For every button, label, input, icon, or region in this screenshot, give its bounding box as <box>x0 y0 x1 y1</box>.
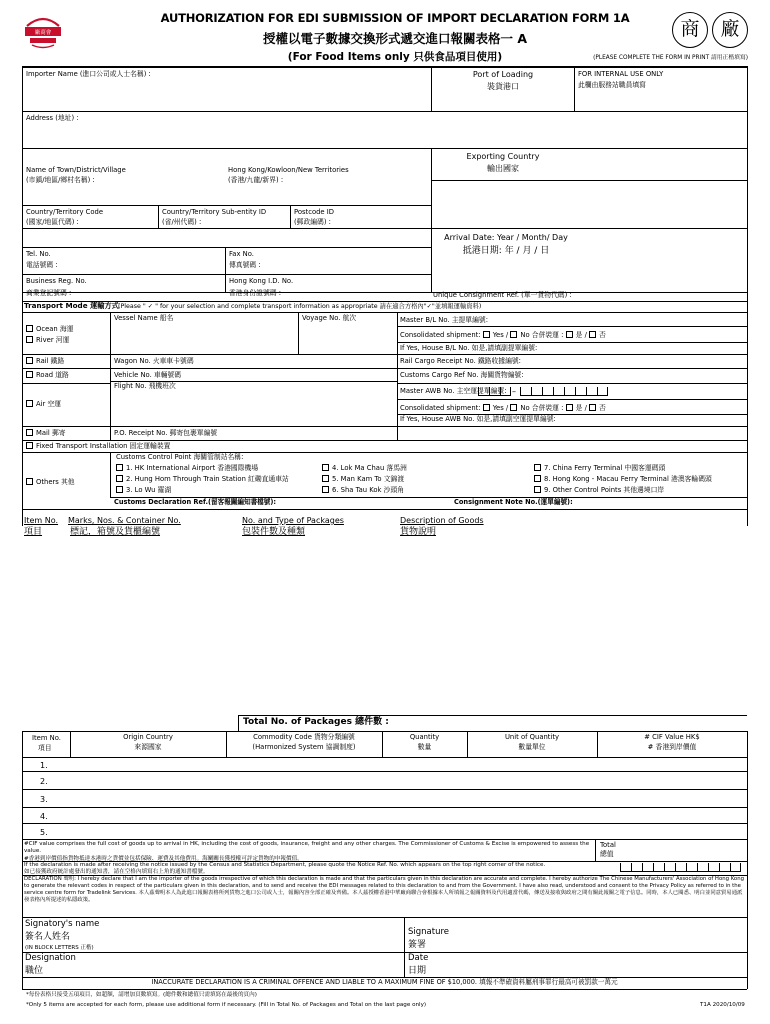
signature-label-zh: 簽署 <box>408 940 427 950</box>
cp9-checkbox[interactable]: 9. Other Control Points 其他邊境口岸 <box>534 486 664 495</box>
th-unit-zh: 數量單位 <box>518 743 546 751</box>
stamp-chang: 廠 <box>712 12 748 48</box>
goods-item-label-zh: 項目 <box>24 527 43 537</box>
th-origin-zh: 來源國家 <box>134 743 162 751</box>
table-row: 5. <box>40 828 48 837</box>
mail-checkbox[interactable]: Mail 郵寄 <box>26 429 66 438</box>
master-awb-label: Master AWB No. 主空運提單編號: <box>400 387 507 395</box>
cp7-checkbox[interactable]: 7. China Ferry Terminal 中國客運碼頭 <box>534 464 665 473</box>
designation-label-zh: 職位 <box>25 966 44 976</box>
wagon-label: Wagon No. 火車車卡號碼 <box>114 357 194 365</box>
voyage-no-label: Voyage No. 航次 <box>302 314 357 322</box>
tel-label: Tel. No. <box>26 250 51 258</box>
cp8-checkbox[interactable]: 8. Hong Kong - Macau Ferry Terminal 港澳客輪碼頭 <box>534 475 712 484</box>
declaration-text: DECLARATION 聲明: I hereby declare that I am the importer of the goods irrespective of which this declaration is made and that the particulars given in this declaration are accurate and complete. I hereby authorize The Chinese Manufacturers' Association of Hong Kong to generate the relevant codes in respect of the particulars given in this declaration, and to send and receive the EDI messages related to this declaration to and from the Government. I have also read, understood and consent to the Privacy Policy as referred to in the service centre form for Tradelink Services. 本人茲聲明本人為此進口報關表格所列貨物之進口公司或人士，報關內容全部正確及齊備。本人茲授權香港中華廠商聯合會根據本人所填報之報關資料及代用適當代碼，傳送及接收與政府之間有關此報關之電子信息。同時，本人已閱悉、明白並同意貿易通派發表格內所提述的私隱政策。 <box>24 876 744 904</box>
country-code-label: Country/Territory Code <box>26 208 104 216</box>
fixed-transport-checkbox[interactable]: Fixed Transport Installation 固定運輸裝置 <box>26 442 170 451</box>
top-rule <box>22 66 747 68</box>
cp1-checkbox[interactable]: 1. HK International Airport 香港國際機場 <box>116 464 258 473</box>
consol-ocean-yes-checkbox[interactable] <box>483 331 490 338</box>
rail-checkbox[interactable]: Rail 鐵路 <box>26 357 64 366</box>
vessel-name-label: Vessel Name 船名 <box>114 314 174 322</box>
th-cif: # CIF Value HK$ <box>644 733 700 741</box>
notice-text: If the declaration is made after receiving the notice issued by the Census and Statistics Department, please quote the Notice Ref. No. which appears on the top right corner of the notice. 如已接獲政府統計處發出的通知書，請在空格內填寫右上角的通知書檔號。 <box>24 862 546 876</box>
marks-label-zh: 標記，箱號及貨櫃編號 <box>70 527 161 537</box>
master-awb-digits[interactable] <box>478 387 511 396</box>
po-receipt-label: P.O. Receipt No. 郵寄包裹單編號 <box>114 429 218 437</box>
exporting-country-label-zh: 輸出國家 <box>487 164 519 173</box>
br-label: Business Reg. No. <box>26 277 87 285</box>
description-label: Description of Goods <box>400 516 484 525</box>
consol-air-label: Consolidated shipment: Yes / No 合併裝運 : 是 / 否 <box>400 404 606 412</box>
cp3-checkbox[interactable]: 3. Lo Wu 羅湖 <box>116 486 171 495</box>
th-quantity: Quantity <box>409 733 440 741</box>
ucr-label: Unique Consignment Ref. (單一貨物代碼) : <box>433 291 572 299</box>
th-unit: Unit of Quantity <box>504 733 560 741</box>
exporting-country-label: Exporting Country <box>466 152 540 161</box>
hkid-label-zh: 香港身份證號碼 : <box>229 289 282 297</box>
transport-mode-title: Transport Mode 運輸方式 <box>24 301 119 310</box>
town-label: Name of Town/District/Village <box>26 166 126 174</box>
form-page: 廠商會 AUTHORIZATION FOR EDI SUBMISSION OF IMPORT DECLARATION FORM 1A 授權以電子數據交換形式遞交進口報關表格一 A (For Food Items only 只供食品項目使用) (PLEASE COMPLETE THE FORM IN PRINT 請用正楷填寫) 商 廠 Importer Name (進口公司或人士名稱) : Port of Loading 裝貨港口 FOR INTERNAL USE ONLY 此欄由服務站職員填寫 Address (地址) : Exporting Country 輸出國家 Name of Town/District/Village (市鎮/地區/鄉村名稱) : Hong Kong/Kowloon/New Territories (香港/九龍/新界) : Country/Territory Code (國家/地區代碼) : Country/Territory Sub-entity ID (省/州代碼) : Postcode ID (郵政編碼) : Arrival Date: Year / Month/ Day 抵港日期: 年 / 月 / 日 Tel. No. 電話號碼 : Fax No. 傳真號碼 : Business Reg. No. 商業登記號碼 : Hong Kong I.D. No. 香港身份證號碼 : Unique Consignment Ref. (單一貨物代碼) : Transport Mode 運輸方式 (Please " ✓ " for your selection and complete transport information as appropriate 請在適合方格內"✓"並填報運輸資料) Vessel Name 船名 Voyage No. 航次 Ocean 海運 River 河運 Master B/L No. 主提單編號: Consolidated shipment: Yes / No 合併裝運 : 是 / 否 If Yes, House B/L No. 如是,請填副提單編號: Rail 鐵路 Wagon No. 火車車卡號碼 Rail Cargo Receipt No. 鐵路收據編號: Road 道路 Vehicle No. 車輛號碼 Customs Cargo Ref No. 海關貨物編號: Flight No. 飛機班次 Air 空運 Master AWB No. 主空運提單編號: – Consolidated shipment: Yes / No 合併裝運 : 是 / 否 If Yes, House AWB No. 如是,請填副空運提單編號: Mail 郵寄 P.O. Receipt No. 郵寄包裹單編號 Fixed Transport Installation 固定運輸裝置 Others 其他 Customs Control Point 海關管制站名稱: 1. HK International Airport 香港國際機場 2. Hung Hom Through Train Station 紅磡直通車站 3. Lo Wu 羅湖 4. Lok Ma Chau 落馬洲 5. Man Kam To 文錦渡 6. Sha Tau Kok 沙頭角 7. China Ferry Terminal 中國客運碼頭 8. Hong Kong - Macau Ferry Terminal 港澳客輪碼頭 9. Other Control Points 其他邊境口岸 Customs Declaration Ref.(留客報關編知書檔號): Consignment Note No.(運單編號): Item No. 項目 Marks, Nos. & Container No. 標記，箱號及貨櫃編號 No. and Type of Packages 包裝件數及種類 Description of Goods 貨物說明 Total No. of Packages 總件數 : Item No. 項目 Origin Country 來源國家 Commodity Code 貨物分類編號 (Harmonized System 協調制度) Quantity 數量 Unit of Quantity 數量單位 # CIF Value HK$ # 香港到岸價值 1. 2. 3. 4. 5. #CIF value comprises the full cost of goods up to arrival in HK, including the cost of goods, insurance, freight and any other charges. The Commissioner of Customs & Excise is empowered to assess the value. #香港到岸價值指貨物抵達本港時之貨價並包括保險、運費及其他費用。海關關長獲授權可評定貨物的申報價值。 Total 總值 If the declaration is made after receiving the notice issued by the Census and Statistics Department, please quote the Notice Ref. No. which appears on the top right corner of the notice. 如已接獲政府統計處發出的通知書，請在空格內填寫右上角的通知書檔號。 DECLARATION 聲明: I hereby declare that I am the importer of the goods irrespective of which this declaration is made and that the particulars given in this declaration are accurate and complete. I hereby authorize The Chinese Manufacturers' Association of Hong Kong to generate the relevant codes in respect of the particulars given in this declaration, and to send and receive the EDI messages related to this declaration to and from the Government. I have also read, understood and consent to the Privacy Policy as referred to in the service centre form for Tradelink Services. 本人茲聲明本人為此進口報關表格所列貨物之進口公司或人士，報關內容全部正確及齊備。本人茲授權香港中華廠商聯合會根據本人所填報之報關資料及代用適當代碼，傳送及接收與政府之間有關此報關之電子信息。同時，本人已閱悉、明白並同意貿易通派發表格內所提述的私隱政策。 Signatory's name 簽名人姓名 (IN BLOCK LETTERS 正楷) Signature 簽署 Designation 職位 Date 日期 INACCURATE DECLARATION IS A CRIMINAL OFFENCE AND LIABLE TO A MAXIMUM FINE OF $10,000. 填報不準確資料屬刑事罪行最高可被罰款一萬元 *每份表格只接受五項項目，如超額，請增加頁數填寫。(總件數和總值只需填寫在最後的頁內) *Only 5 items are accepted for each form, please use additional form if necessary. (Fill in Total No. of Packages and Total on the last page only) T1A 2020/10/09 <box>24 11 748 1008</box>
importer-name-label: Importer Name (進口公司或人士名稱) : <box>26 70 151 78</box>
cp4-checkbox[interactable]: 4. Lok Ma Chau 落馬洲 <box>322 464 407 473</box>
total-label: Total <box>600 841 616 849</box>
footnote-en: *Only 5 items are accepted for each form, please use additional form if necessary. (Fill in Total No. of Packages and Total on the last page only) <box>26 1002 427 1008</box>
town-label-zh: (市鎮/地區/鄉村名稱) : <box>26 176 95 184</box>
table-row: 2. <box>40 777 48 786</box>
th-commodity-zh: (Harmonized System 協調制度) <box>252 743 356 751</box>
packages-label-zh: 包裝件數及種類 <box>242 527 306 537</box>
rail-receipt-label: Rail Cargo Receipt No. 鐵路收據編號: <box>400 357 521 365</box>
road-checkbox[interactable]: Road 道路 <box>26 371 69 380</box>
cp2-checkbox[interactable]: 2. Hung Hom Through Train Station 紅磡直通車站 <box>116 475 289 484</box>
packages-label: No. and Type of Packages <box>242 516 344 525</box>
form-subtitle: (For Food Items only 只供食品項目使用) <box>287 51 503 63</box>
cp6-checkbox[interactable]: 6. Sha Tau Kok 沙頭角 <box>322 486 404 495</box>
fax-label: Fax No. <box>229 250 254 258</box>
arrival-date-label: Arrival Date: Year / Month/ Day <box>444 233 568 242</box>
cma-logo-icon <box>24 12 62 50</box>
total-label-zh: 總值 <box>600 850 614 858</box>
tel-label-zh: 電話號碼 : <box>26 261 58 269</box>
transport-instruction: (Please " ✓ " for your selection and complete transport information as appropriate 請在適合方格內"✓"並填報運輸資料) <box>118 303 482 310</box>
house-awb-label: If Yes, House AWB No. 如是,請填副空運提單編號: <box>400 415 556 423</box>
table-row: 3. <box>40 795 48 804</box>
country-code-label-zh: (國家/地區代碼) : <box>26 218 79 226</box>
vehicle-label: Vehicle No. 車輛號碼 <box>114 371 182 379</box>
address-label: Address (地址) : <box>26 114 79 122</box>
stamp-shang: 商 <box>672 12 708 48</box>
signature-label: Signature <box>408 927 450 937</box>
date-label: Date <box>408 953 429 963</box>
cp5-checkbox[interactable]: 5. Man Kam To 文錦渡 <box>322 475 404 484</box>
th-commodity: Commodity Code 貨物分類編號 <box>253 733 355 741</box>
notice-ref-digits[interactable] <box>620 863 741 872</box>
form-title-zh: 授權以電子數據交換形式遞交進口報關表格一 A <box>262 31 528 46</box>
subentity-label-zh: (省/州代碼) : <box>162 218 202 226</box>
consol-ocean-no-checkbox[interactable] <box>510 331 517 338</box>
th-cif-zh: # 香港到岸價值 <box>647 743 697 751</box>
master-awb-digits-2[interactable] <box>520 387 608 396</box>
th-origin: Origin Country <box>123 733 173 741</box>
region-label: Hong Kong/Kowloon/New Territories <box>228 166 349 174</box>
port-loading-label: Port of Loading <box>472 70 534 79</box>
arrival-date-label-zh: 抵港日期: 年 / 月 / 日 <box>462 246 550 256</box>
postcode-label: Postcode ID <box>294 208 335 216</box>
block-letters-note: (IN BLOCK LETTERS 正楷) <box>25 945 94 951</box>
consol-air-yes-checkbox[interactable] <box>483 404 490 411</box>
air-checkbox[interactable]: Air 空運 <box>26 400 61 409</box>
ocean-checkbox[interactable]: Ocean 海運 <box>26 325 74 334</box>
river-checkbox[interactable]: River 河運 <box>26 336 69 345</box>
signatory-label: Signatory's name <box>25 919 100 929</box>
control-point-label: Customs Control Point 海關管制站名稱: <box>116 453 244 461</box>
consol-ocean-label: Consolidated shipment: Yes / No 合併裝運 : 是 / 否 <box>400 331 606 339</box>
form-title-en: AUTHORIZATION FOR EDI SUBMISSION OF IMPORT DECLARATION FORM 1A <box>160 11 630 25</box>
th-item: Item No. <box>32 734 61 742</box>
port-loading-label-zh: 裝貨港口 <box>487 82 519 91</box>
table-row: 4. <box>40 812 48 821</box>
region-label-zh: (香港/九龍/新界) : <box>228 176 284 184</box>
th-quantity-zh: 數量 <box>417 743 432 751</box>
br-label-zh: 商業登記號碼 : <box>26 289 72 297</box>
hkid-label: Hong Kong I.D. No. <box>229 277 294 285</box>
flight-label: Flight No. 飛機班次 <box>114 382 176 390</box>
master-bl-label: Master B/L No. 主提單編號: <box>400 316 488 324</box>
goods-item-label: Item No. <box>24 516 59 525</box>
fax-label-zh: 傳真號碼 : <box>229 261 261 269</box>
date-label-zh: 日期 <box>408 966 427 976</box>
table-row: 1. <box>40 761 48 770</box>
consol-air-no-checkbox[interactable] <box>510 404 517 411</box>
subentity-label: Country/Territory Sub-entity ID <box>162 208 267 216</box>
house-bl-label: If Yes, House B/L No. 如是,請填副提單編號: <box>400 344 538 352</box>
consignment-note-label: Consignment Note No.(運單編號): <box>454 498 573 506</box>
total-packages-label: Total No. of Packages 總件數 : <box>243 717 389 727</box>
customs-cargo-label: Customs Cargo Ref No. 海關貨物編號: <box>400 371 524 379</box>
inaccurate-warning: INACCURATE DECLARATION IS A CRIMINAL OFFENCE AND LIABLE TO A MAXIMUM FINE OF $10,000. 填報不準確資料屬刑事罪行最高可被罰款一萬元 <box>151 978 618 986</box>
cif-note: #CIF value comprises the full cost of goods up to arrival in HK, including the cost of goods, insurance, freight and any other charges. The Commissioner of Customs & Excise is empowered to assess the value. #香港到岸價值指貨物抵達本港時之貨價並包括保險、運費及其他費用。海關關長獲授權可評定貨物的申報價值。 <box>24 841 590 862</box>
marks-label: Marks, Nos. & Container No. <box>68 516 181 525</box>
description-label-zh: 貨物說明 <box>400 527 437 537</box>
footnote-zh: *每份表格只接受五項項目，如超額，請增加頁數填寫。(總件數和總值只需填寫在最後的頁內) <box>26 992 257 998</box>
svg-text:廠商會: 廠商會 <box>34 30 52 36</box>
signatory-label-zh: 簽名人姓名 <box>25 932 71 942</box>
th-item-zh: 項目 <box>38 744 52 752</box>
internal-use-label-zh: 此欄由服務站職員填寫 <box>578 81 646 89</box>
print-note: (PLEASE COMPLETE THE FORM IN PRINT 請用正楷填寫) <box>593 55 748 61</box>
postcode-label-zh: (郵政編碼) : <box>294 218 331 226</box>
form-code: T1A 2020/10/09 <box>700 1002 745 1008</box>
internal-use-label: FOR INTERNAL USE ONLY <box>578 70 664 78</box>
others-checkbox[interactable]: Others 其他 <box>26 478 75 487</box>
customs-decl-ref-label: Customs Declaration Ref.(留客報關編知書檔號): <box>114 498 276 506</box>
designation-label: Designation <box>25 953 76 963</box>
